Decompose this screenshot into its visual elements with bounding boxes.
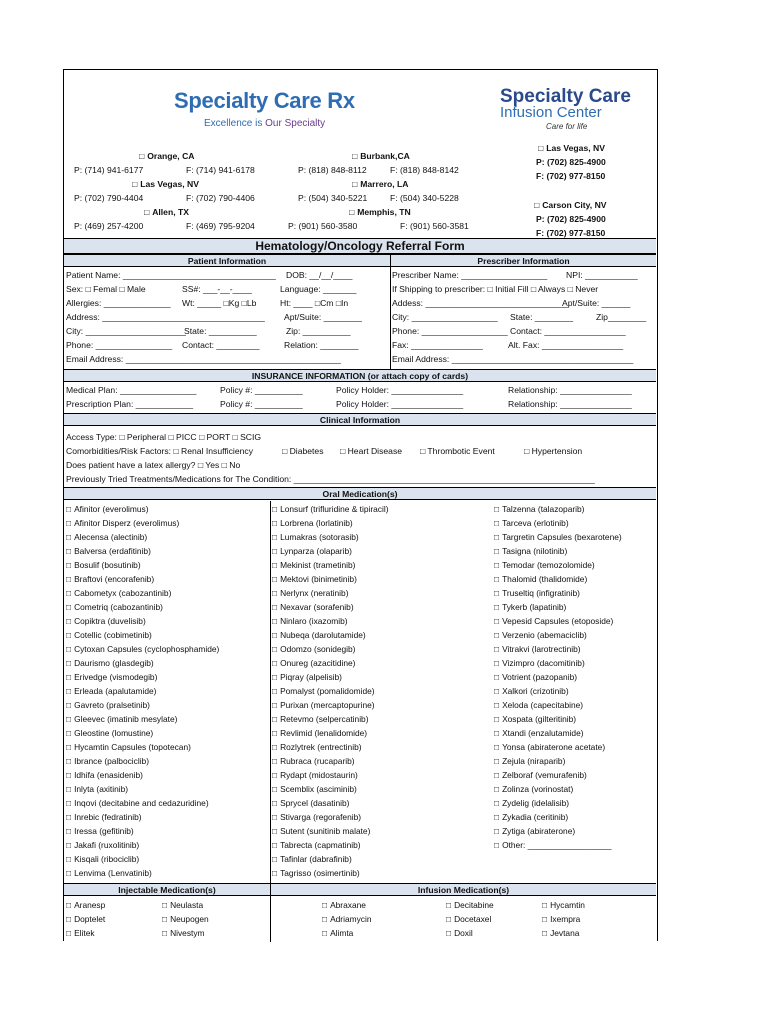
patient-relation-field[interactable]: Relation: ________: [284, 340, 359, 350]
oral-med-checkbox-item[interactable]: □ Yonsa (abiraterone acetate): [494, 740, 605, 754]
oral-med-checkbox-item[interactable]: □ Idhifa (enasidenib): [66, 768, 143, 782]
infusion-med-checkbox-item[interactable]: □ Adriamycin: [322, 912, 371, 926]
oral-med-checkbox-item[interactable]: □ Rydapt (midostaurin): [272, 768, 358, 782]
loc-lasvegas-phone: P: (702) 790-4404: [74, 193, 144, 203]
prescriber-apt-field[interactable]: Apt/Suite: ______: [562, 298, 631, 308]
oral-med-checkbox-item[interactable]: □ Gleostine (lomustine): [66, 726, 153, 740]
loc-allen-name: □ Allen, TX: [144, 205, 189, 219]
patient-zip-field[interactable]: Zip: __________: [286, 326, 351, 336]
medical-relationship-field[interactable]: Relationship: _______________: [508, 385, 632, 395]
oral-med-checkbox-item[interactable]: □ Sutent (sunitinib malate): [272, 824, 370, 838]
loc-infusion-lv-name: □ Las Vegas, NV: [538, 141, 605, 155]
infusion-center-logo: [500, 86, 650, 136]
oral-med-checkbox-item[interactable]: □ Tagrisso (osimertinib): [272, 866, 360, 880]
prescription-relationship-field[interactable]: Relationship: _______________: [508, 399, 632, 409]
oral-med-checkbox-item[interactable]: □ Copiktra (duvelisib): [66, 614, 146, 628]
oral-med-checkbox-item[interactable]: □ Lorbrena (lorlatinib): [272, 516, 353, 530]
oral-med-checkbox-item[interactable]: □ Gleevec (imatinib mesylate): [66, 712, 177, 726]
prescriber-zip-field[interactable]: Zip________: [596, 312, 647, 322]
previous-treatments-field[interactable]: Previously Tried Treatments/Medications for The Condition: _______________________________________________________________: [66, 474, 595, 484]
prescriber-shipping-field[interactable]: If Shipping to prescriber: □ Initial Fill □ Always □ Never: [392, 284, 599, 294]
patient-state-field[interactable]: State: __________: [184, 326, 257, 336]
loc-orange-phone: P: (714) 941-6177: [74, 165, 144, 175]
referral-form: [63, 69, 658, 941]
infusion-med-checkbox-item[interactable]: □ Hycamtin: [542, 898, 585, 912]
oral-med-checkbox-item[interactable]: □ Erleada (apalutamide): [66, 684, 156, 698]
patient-weight-field[interactable]: Wt: _____ □Kg □Lb: [182, 298, 257, 308]
infusion-logo-tagline: Care for life: [546, 122, 588, 131]
infusion-med-checkbox-item[interactable]: □ Jevtana: [542, 926, 579, 940]
oral-med-checkbox-item[interactable]: □ Nubeqa (darolutamide): [272, 628, 366, 642]
oral-med-checkbox-item[interactable]: □ Lumakras (sotorasib): [272, 530, 359, 544]
loc-marrero-name: □ Marrero, LA: [352, 177, 408, 191]
oral-med-checkbox-item[interactable]: □ Erivedge (vismodegib): [66, 670, 157, 684]
prescriber-fax-field[interactable]: Fax: _______________: [392, 340, 483, 350]
loc-burbank-phone: P: (818) 848-8112: [298, 165, 367, 175]
oral-med-checkbox-item[interactable]: □ Retevmo (selpercatinib): [272, 712, 369, 726]
oral-med-checkbox-item[interactable]: □ Inqovi (decitabine and cedazuridine): [66, 796, 209, 810]
infusion-med-checkbox-item[interactable]: □ Decitabine: [446, 898, 494, 912]
injectable-infusion-divider: [270, 883, 271, 942]
oral-med-checkbox-item[interactable]: □ Cotellic (cobimetinib): [66, 628, 152, 642]
oral-med-checkbox-item[interactable]: □ Other: __________________: [494, 838, 612, 852]
patient-apt-field[interactable]: Apt/Suite: ________: [284, 312, 362, 322]
patient-height-field[interactable]: Ht: ____ □Cm □In: [280, 298, 349, 308]
loc-infusion-lv-phone: P: (702) 825-4900: [536, 157, 606, 167]
injectable-med-checkbox-item[interactable]: □ Elitek: [66, 926, 95, 940]
oral-med-checkbox-item[interactable]: □ Lynparza (olaparib): [272, 544, 352, 558]
oral-med-checkbox-item[interactable]: □ Ibrance (palbociclib): [66, 754, 149, 768]
patient-allergies-field[interactable]: Allergies: ______________: [66, 298, 171, 308]
patient-city-field[interactable]: City: _____________________: [66, 326, 186, 336]
loc-orange-name: □ Orange, CA: [139, 149, 194, 163]
loc-memphis-name: □ Memphis, TN: [349, 205, 411, 219]
loc-infusion-cc-name: □ Carson City, NV: [534, 198, 607, 212]
oral-med-checkbox-item[interactable]: □ Lonsurf (trifluridine & tipiracil): [272, 502, 389, 516]
oral-med-checkbox-item[interactable]: □ Xeloda (capecitabine): [494, 698, 583, 712]
infusion-med-checkbox-item[interactable]: □ Abraxane: [322, 898, 366, 912]
injectable-header: Injectable Medication(s): [64, 883, 270, 896]
loc-lasvegas-name: □ Las Vegas, NV: [132, 177, 199, 191]
oral-med-checkbox-item[interactable]: □ Mekinist (trametinib): [272, 558, 355, 572]
loc-infusion-lv-fax: F: (702) 977-8150: [536, 171, 606, 181]
oral-med-checkbox-item[interactable]: □ Tafinlar (dabrafinib): [272, 852, 352, 866]
oral-med-checkbox-item[interactable]: □ Piqray (alpelisib): [272, 670, 342, 684]
injectable-med-checkbox-item[interactable]: □ Neulasta: [162, 898, 203, 912]
oral-med-checkbox-item[interactable]: □ Inrebic (fedratinib): [66, 810, 142, 824]
patient-name-field[interactable]: Patient Name: ________________________________: [66, 270, 276, 280]
oral-med-checkbox-item[interactable]: □ Revlimid (lenalidomide): [272, 726, 367, 740]
loc-burbank-fax: F: (818) 848-8142: [390, 165, 459, 175]
infusion-logo-line1: Specialty Care: [500, 86, 631, 107]
oral-med-checkbox-item[interactable]: □ Onureg (azacitidine): [272, 656, 355, 670]
medical-holder-field[interactable]: Policy Holder: _______________: [336, 385, 464, 395]
oral-med-checkbox-item[interactable]: □ Bosulif (bosutinib): [66, 558, 141, 572]
loc-allen-phone: P: (469) 257-4200: [74, 221, 144, 231]
patient-contact-field[interactable]: Contact: _________: [182, 340, 260, 350]
oral-med-checkbox-item[interactable]: □ Talzenna (talazoparib): [494, 502, 584, 516]
oral-med-checkbox-item[interactable]: □ Zytiga (abiraterone): [494, 824, 575, 838]
prescriber-email-field[interactable]: Email Address: ______________________________________: [392, 354, 634, 364]
oral-med-checkbox-item[interactable]: □ Mektovi (binimetinib): [272, 572, 357, 586]
oral-med-checkbox-item[interactable]: □ Cytoxan Capsules (cyclophosphamide): [66, 642, 219, 656]
oral-med-checkbox-item[interactable]: □ Stivarga (regorafenib): [272, 810, 361, 824]
oral-med-checkbox-item[interactable]: □ Vizimpro (dacomitinib): [494, 656, 585, 670]
oral-med-checkbox-item[interactable]: □ Zolinza (vorinostat): [494, 782, 573, 796]
loc-memphis-phone: P: (901) 560-3580: [288, 221, 358, 231]
injectable-med-checkbox-item[interactable]: □ Aranesp: [66, 898, 105, 912]
patient-address-field[interactable]: Address: __________________________________: [66, 312, 265, 322]
patient-ss-field[interactable]: SS#: ___-__-____: [182, 284, 252, 294]
oral-med-checkbox-item[interactable]: □ Tabrecta (capmatinib): [272, 838, 361, 852]
prescriber-altfax-field[interactable]: Alt. Fax: _________________: [508, 340, 624, 350]
oral-med-checkbox-item[interactable]: □ Targretin Capsules (bexarotene): [494, 530, 622, 544]
oral-med-checkbox-item[interactable]: □ Cometriq (cabozantinib): [66, 600, 163, 614]
medical-policy-field[interactable]: Policy #: __________: [220, 385, 303, 395]
oral-med-checkbox-item[interactable]: □ Zelboraf (vemurafenib): [494, 768, 587, 782]
prescriber-name-field[interactable]: Prescriber Name: __________________: [392, 270, 548, 280]
oral-med-checkbox-item[interactable]: □ Gavreto (pralsetinib): [66, 698, 150, 712]
oral-divider-left: [270, 501, 271, 883]
heart-disease-checkbox[interactable]: □ Heart Disease: [340, 446, 403, 456]
oral-med-checkbox-item[interactable]: □ Vitrakvi (larotrectinib): [494, 642, 581, 656]
oral-med-checkbox-item[interactable]: □ Vepesid Capsules (etoposide): [494, 614, 613, 628]
oral-med-checkbox-item[interactable]: □ Lenvima (Lenvatinib): [66, 866, 152, 880]
oral-med-checkbox-item[interactable]: □ Zykadia (ceritinib): [494, 810, 568, 824]
injectable-med-checkbox-item[interactable]: □ Doptelet: [66, 912, 105, 926]
infusion-med-checkbox-item[interactable]: □ Alimta: [322, 926, 353, 940]
prescription-holder-field[interactable]: Policy Holder: _______________: [336, 399, 464, 409]
loc-allen-fax: F: (469) 795-9204: [186, 221, 255, 231]
oral-med-checkbox-item[interactable]: □ Thalomid (thalidomide): [494, 572, 587, 586]
oral-med-checkbox-item[interactable]: □ Afinitor Disperz (everolimus): [66, 516, 179, 530]
oral-med-checkbox-item[interactable]: □ Votrient (pazopanib): [494, 670, 577, 684]
oral-medications-header: Oral Medication(s): [64, 487, 656, 500]
infusion-med-checkbox-item[interactable]: □ Docetaxel: [446, 912, 491, 926]
loc-marrero-fax: F: (504) 340-5228: [390, 193, 459, 203]
oral-med-checkbox-item[interactable]: □ Nerlynx (neratinib): [272, 586, 348, 600]
patient-email-field[interactable]: Email Address: _____________________________________________: [66, 354, 341, 364]
infusion-med-checkbox-item[interactable]: □ Doxil: [446, 926, 473, 940]
oral-med-checkbox-item[interactable]: □ Purixan (mercaptopurine): [272, 698, 375, 712]
prescription-policy-field[interactable]: Policy #: __________: [220, 399, 303, 409]
oral-med-checkbox-item[interactable]: □ Nexavar (sorafenib): [272, 600, 354, 614]
oral-med-checkbox-item[interactable]: □ Ninlaro (ixazomib): [272, 614, 348, 628]
prescriber-npi-field[interactable]: NPI: ___________: [566, 270, 638, 280]
oral-med-checkbox-item[interactable]: □ Kisqali (ribociclib): [66, 852, 139, 866]
patient-info-header: Patient Information: [64, 254, 390, 267]
patient-phone-field[interactable]: Phone: ________________: [66, 340, 173, 350]
loc-lasvegas-fax: F: (702) 790-4406: [186, 193, 255, 203]
oral-med-checkbox-item[interactable]: □ Rozlytrek (entrectinib): [272, 740, 362, 754]
patient-prescriber-divider: [390, 254, 391, 369]
oral-med-checkbox-item[interactable]: □ Rubraca (rucaparib): [272, 754, 355, 768]
oral-med-checkbox-item[interactable]: □ Hycamtin Capsules (topotecan): [66, 740, 191, 754]
infusion-med-checkbox-item[interactable]: □ Ixempra: [542, 912, 580, 926]
clinical-header: Clinical Information: [64, 413, 656, 426]
medical-plan-field[interactable]: Medical Plan: ________________: [66, 385, 197, 395]
oral-med-checkbox-item[interactable]: □ Cabometyx (cabozantinib): [66, 586, 171, 600]
logo-tagline-b: Our Specialty: [265, 118, 326, 129]
oral-med-checkbox-item[interactable]: □ Zydelig (idelalisib): [494, 796, 569, 810]
oral-med-checkbox-item[interactable]: □ Inlyta (axitinib): [66, 782, 128, 796]
oral-med-checkbox-item[interactable]: □ Alecensa (alectinib): [66, 530, 147, 544]
access-type-field[interactable]: Access Type: □ Peripheral □ PICC □ PORT □ SCIG: [66, 432, 262, 442]
oral-med-checkbox-item[interactable]: □ Scemblix (asciminib): [272, 782, 357, 796]
prescriber-phone-field[interactable]: Phone: __________________: [392, 326, 508, 336]
oral-med-checkbox-item[interactable]: □ Truseltiq (infigratinib): [494, 586, 580, 600]
oral-med-checkbox-item[interactable]: □ Temodar (temozolomide): [494, 558, 595, 572]
prescription-plan-field[interactable]: Prescription Plan: ____________: [66, 399, 194, 409]
oral-med-checkbox-item[interactable]: □ Pomalyst (pomalidomide): [272, 684, 375, 698]
loc-infusion-cc-phone: P: (702) 825-4900: [536, 214, 606, 224]
infusion-logo-line2: Infusion Center: [500, 104, 602, 121]
oral-med-checkbox-item[interactable]: □ Jakafi (ruxolitinib): [66, 838, 139, 852]
oral-med-checkbox-item[interactable]: □ Afinitor (everolimus): [66, 502, 149, 516]
oral-med-checkbox-item[interactable]: □ Braftovi (encorafenib): [66, 572, 154, 586]
specialty-care-rx-logo: [174, 88, 384, 138]
injectable-med-checkbox-item[interactable]: □ Neupogen: [162, 912, 209, 926]
insurance-header: INSURANCE INFORMATION (or attach copy of cards): [64, 369, 656, 382]
loc-memphis-fax: F: (901) 560-3581: [400, 221, 469, 231]
oral-med-checkbox-item[interactable]: □ Xtandi (enzalutamide): [494, 726, 584, 740]
thrombotic-checkbox[interactable]: □ Thrombotic Event: [420, 446, 495, 456]
oral-med-checkbox-item[interactable]: □ Zejula (niraparib): [494, 754, 565, 768]
oral-med-checkbox-item[interactable]: □ Tarceva (erlotinib): [494, 516, 569, 530]
logo-rx-text: Rx: [327, 88, 355, 113]
logo-tagline-a: Excellence is: [204, 118, 266, 129]
diabetes-checkbox[interactable]: □ Diabetes: [282, 446, 324, 456]
loc-orange-fax: F: (714) 941-6178: [186, 165, 255, 175]
loc-infusion-cc-fax: F: (702) 977-8150: [536, 228, 606, 238]
patient-dob-field[interactable]: DOB: __/__/____: [286, 270, 353, 280]
loc-marrero-phone: P: (504) 340-5221: [298, 193, 368, 203]
patient-sex-field[interactable]: Sex: □ Femal □ Male: [66, 284, 146, 294]
infusion-header: Infusion Medication(s): [270, 883, 656, 896]
prescriber-state-field[interactable]: State: ________: [510, 312, 574, 322]
comorbidities-field[interactable]: Comorbidities/Risk Factors: □ Renal Insufficiency: [66, 446, 253, 456]
oral-med-checkbox-item[interactable]: □ Daurismo (glasdegib): [66, 656, 154, 670]
hypertension-checkbox[interactable]: □ Hypertension: [524, 446, 583, 456]
loc-burbank-name: □ Burbank,CA: [352, 149, 410, 163]
logo-brand-text: Specialty Care: [174, 88, 322, 113]
prescriber-city-field[interactable]: City: __________________: [392, 312, 498, 322]
prescriber-contact-field[interactable]: Contact: _________________: [510, 326, 626, 336]
oral-med-checkbox-item[interactable]: □ Balversa (erdafitinib): [66, 544, 151, 558]
oral-med-checkbox-item[interactable]: □ Tykerb (lapatinib): [494, 600, 566, 614]
injectable-med-checkbox-item[interactable]: □ Nivestym: [162, 926, 205, 940]
latex-allergy-field[interactable]: Does patient have a latex allergy? □ Yes □ No: [66, 460, 241, 470]
oral-med-checkbox-item[interactable]: □ Xalkori (crizotinib): [494, 684, 569, 698]
oral-med-checkbox-item[interactable]: □ Tasigna (nilotinib): [494, 544, 567, 558]
form-title: Hematology/Oncology Referral Form: [64, 238, 656, 254]
patient-language-field[interactable]: Language: _______: [280, 284, 357, 294]
oral-med-checkbox-item[interactable]: □ Xospata (gilteritinib): [494, 712, 576, 726]
prescriber-info-header: Prescriber Information: [390, 254, 656, 267]
oral-med-checkbox-item[interactable]: □ Iressa (gefitinib): [66, 824, 134, 838]
oral-med-checkbox-item[interactable]: □ Verzenio (abemaciclib): [494, 628, 587, 642]
oral-med-checkbox-item[interactable]: □ Odomzo (sonidegib): [272, 642, 355, 656]
prescriber-address-field[interactable]: Addess: ______________________________: [392, 298, 569, 308]
oral-med-checkbox-item[interactable]: □ Sprycel (dasatinib): [272, 796, 349, 810]
